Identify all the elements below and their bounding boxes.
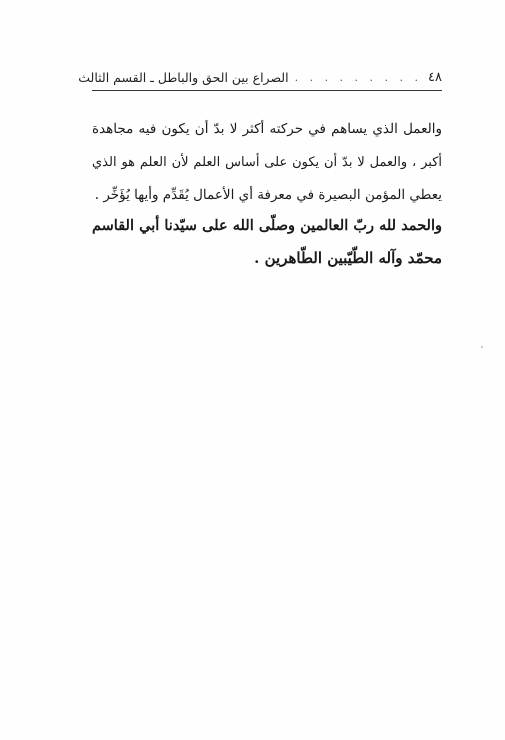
leader-dots: . . . . . . . . . [294, 70, 423, 84]
body-line-3: يعطي المؤمن البصيرة في معرفة أي الأعمال يُقَدِّم وأيها يُؤَخِّر . [94, 187, 442, 203]
closing-line-2: محمّد وآله الطّيّبين الطّاهرين . [254, 249, 442, 267]
closing-paragraph [92, 209, 442, 275]
running-header [78, 66, 442, 88]
body-line-1: والعمل الذي يساهم في حركته أكثر لا بدّ أن يكون فيه مجاهدة [92, 121, 442, 137]
body-line-2: أكبر ، والعمل لا بدّ أن يكون على أساس العلم لأن العلم هو الذي [92, 155, 442, 170]
running-title: الصراع بين الحق والباطل ـ القسم الثالث [78, 69, 289, 85]
closing-line-1: والحمد لله ربّ العالمين وصلّى الله على سيّدنا أبي القاسم [92, 217, 442, 234]
header-rule [92, 90, 442, 91]
scan-speck [481, 346, 483, 348]
body-paragraph [92, 113, 442, 212]
page-number: ٤٨ [428, 69, 442, 85]
